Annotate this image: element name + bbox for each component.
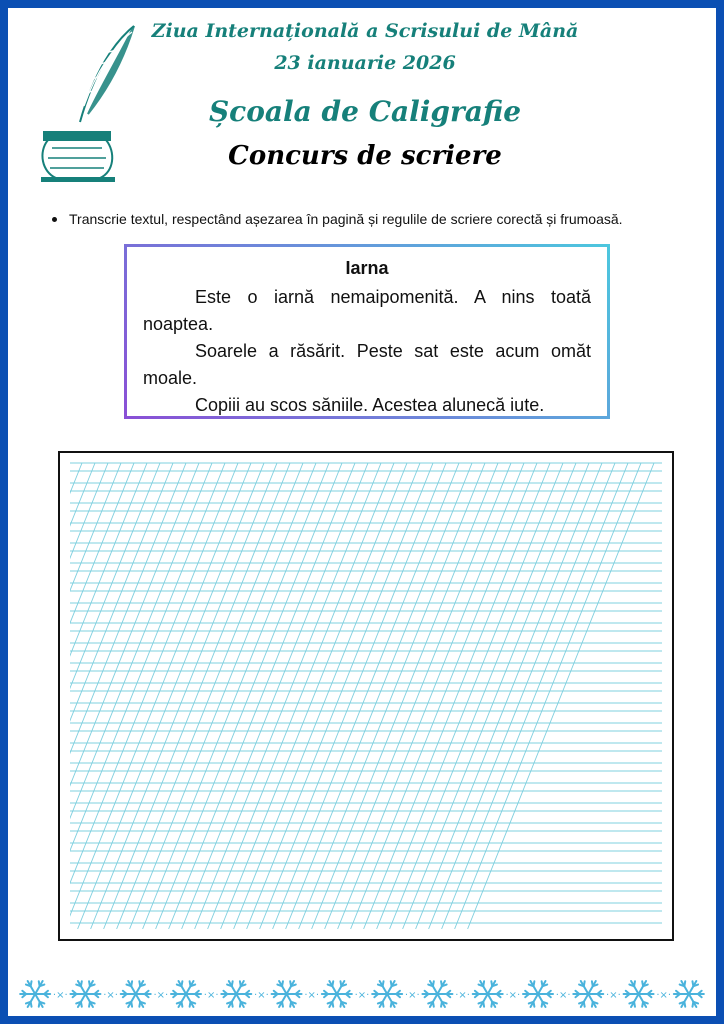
slant-guideline: [60, 463, 173, 929]
slant-guideline: [60, 463, 95, 929]
passage-paragraph: Copiii au scos săniile. Acestea alunecă iute.: [195, 395, 545, 415]
bullet-icon: [52, 217, 57, 222]
divider-dot: ·×·: [103, 990, 118, 1001]
school-name: Școala de Caligrafie: [208, 95, 522, 128]
slant-guideline: [60, 463, 186, 929]
contest-title: Concurs de scriere: [228, 141, 502, 171]
divider-dot: ·×·: [52, 990, 68, 1001]
divider-dot: ·×·: [254, 990, 269, 1001]
instruction-item: [52, 211, 712, 227]
divider-dot: ·×·: [304, 990, 320, 1001]
divider-dot: ·×·: [606, 990, 621, 1001]
instruction-text: Transcrie textul, respectând așezarea în pagină și regulile de scriere corectă și frumoasă.: [69, 211, 623, 227]
event-title: Ziua Internațională a Scrisului de Mână: [151, 20, 579, 42]
divider-dot: ·×·: [354, 990, 370, 1001]
snowflake-icon: [20, 981, 50, 1007]
snowflake-icon: [121, 981, 151, 1007]
slant-guideline: [60, 463, 121, 929]
calligraphy-guidelines: [60, 453, 672, 939]
passage-title: Iarna: [345, 258, 389, 278]
passage-paragraph: Soarele a răsărit. Peste sat este acum omăt moale.: [143, 341, 591, 388]
snowflake-icon: [422, 981, 452, 1007]
slant-guideline: [60, 463, 82, 929]
divider-dot: ·×·: [555, 990, 571, 1001]
divider-dot: ·×·: [455, 990, 470, 1001]
quill-inkwell-icon: [34, 22, 144, 182]
snowflake-icon: [473, 981, 503, 1007]
slant-guideline: [60, 463, 225, 929]
slant-guideline: [60, 463, 134, 929]
divider-dot: ·×·: [404, 990, 420, 1001]
divider-dot: ·×·: [505, 990, 521, 1001]
slant-guideline: [60, 463, 199, 929]
slant-guideline: [60, 463, 212, 929]
snowflake-icon: [221, 981, 251, 1007]
passage-paragraph: Este o iarnă nemaipomenită. A nins toată noaptea.: [143, 287, 591, 334]
writing-area[interactable]: [58, 451, 674, 941]
snowflake-icon: [372, 981, 402, 1007]
event-date: 23 ianuarie 2026: [274, 52, 456, 74]
snowflake-icon: [624, 981, 654, 1007]
snowflake-border: [10, 974, 714, 1014]
snowflake-icon: [674, 981, 704, 1007]
slant-guideline: [60, 463, 238, 929]
divider-dot: ·×·: [153, 990, 169, 1001]
snowflake-icon: [523, 981, 553, 1007]
slant-guideline: [60, 463, 108, 929]
snowflake-icon: [322, 981, 352, 1007]
slant-guideline: [60, 463, 147, 929]
passage-box: [124, 244, 610, 419]
divider-dot: ·×·: [203, 990, 219, 1001]
snowflake-icon: [272, 981, 302, 1007]
divider-dot: ·×·: [656, 990, 672, 1001]
snowflake-icon: [573, 981, 603, 1007]
snowflake-icon: [171, 981, 201, 1007]
snowflake-icon: [70, 981, 100, 1007]
